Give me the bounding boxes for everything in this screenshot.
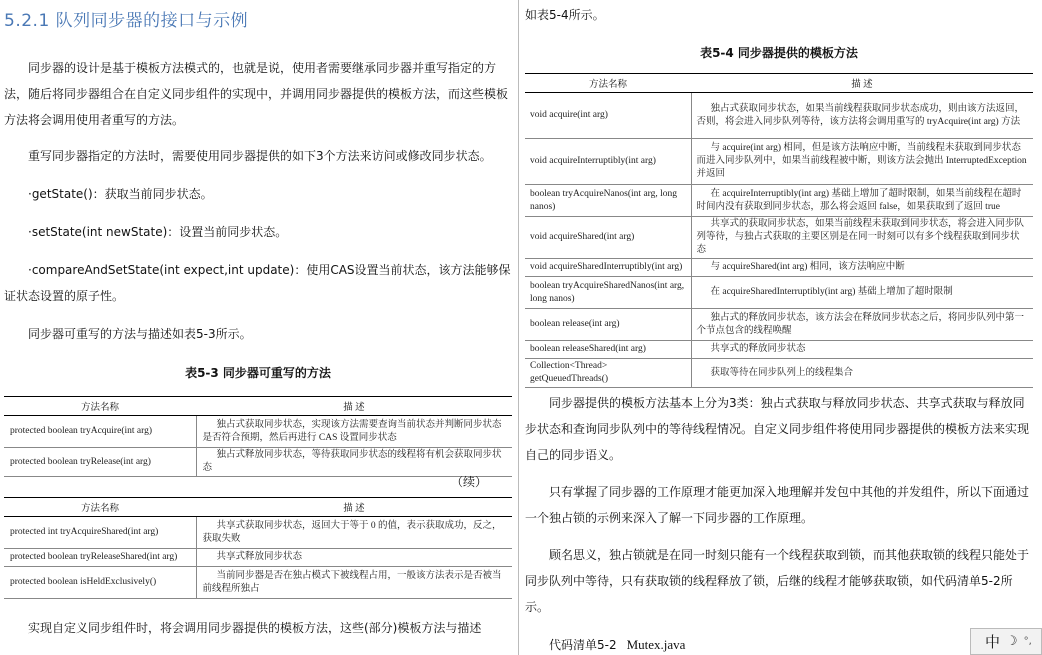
description-cell: 独占式的释放同步状态，该方法会在释放同步状态之后，将同步队列中第一个节点包含的线程唤醒: [691, 309, 1033, 341]
table-row: [4, 416, 512, 448]
method-cell: protected boolean isHeldExclusively(): [4, 567, 196, 599]
column-header-method: 方法名称: [4, 397, 196, 416]
code-listing-filename: Mutex.java: [626, 637, 686, 652]
method-cell: protected boolean tryReleaseShared(int arg): [4, 549, 196, 567]
left-page: [0, 0, 517, 655]
description-cell: 共享式释放同步状态: [196, 549, 512, 567]
method-cell: protected boolean tryAcquire(int arg): [4, 416, 196, 448]
column-header-description: 描 述: [691, 74, 1033, 93]
paragraph-mutex-intro: 顾名思义，独占锁就是在同一时刻只能有一个线程获取到锁，而其他获取锁的线程只能处于同步队列中等待，只有获取锁的线程释放了锁，后继的线程才能够获取锁，如代码清单5-2所示。: [525, 548, 1030, 614]
paragraph-template-methods: 实现自定义同步组件时，将会调用同步器提供的模板方法，这些(部分)模板方法与描述: [28, 621, 482, 635]
method-cell: boolean tryAcquireNanos(int arg, long nanos): [525, 185, 691, 217]
table-row: [525, 217, 1033, 259]
description-cell: 独占式获取同步状态，如果当前线程获取同步状态成功，则由该方法返回，否则，将会进入同步队列等待，该方法将会调用重写的 tryAcquire(int arg) 方法: [691, 93, 1033, 139]
paragraph-working-principle: 只有掌握了同步器的工作原理才能更加深入地理解并发包中其他的并发组件，所以下面通过一个独占锁的示例来深入了解一下同步器的工作原理。: [525, 485, 1030, 525]
punctuation-icon[interactable]: °,: [1023, 636, 1032, 647]
method-cell: boolean releaseShared(int arg): [525, 341, 691, 359]
bullet-getstate: ·getState()：获取当前同步状态。: [28, 187, 213, 201]
description-cell: 当前同步器是否在独占模式下被线程占用，一般该方法表示是否被当前线程所独占: [196, 567, 512, 599]
code-listing-number: 代码清单5-2: [549, 638, 617, 652]
paragraph-methods-intro: 重写同步器指定的方法时，需要使用同步器提供的如下3个方法来访问或修改同步状态。: [28, 149, 492, 163]
description-cell: 在 acquireInterruptibly(int arg) 基础上增加了超时限制，如果当前线程在超时时间内没有获取到同步状态，那么将会返回 false，如果获取到了返回 true: [691, 185, 1033, 217]
column-header-method: 方法名称: [4, 498, 196, 517]
table-row: [525, 277, 1033, 309]
column-header-description: 描 述: [196, 498, 512, 517]
method-cell: void acquireInterruptibly(int arg): [525, 139, 691, 185]
table-5-4: [525, 73, 1033, 388]
section-heading: 5.2.1 队列同步器的接口与示例: [4, 11, 249, 31]
table-row: [4, 448, 512, 477]
continued-label: （续）: [450, 475, 487, 489]
description-cell: 独占式获取同步状态，实现该方法需要查询当前状态并判断同步状态是否符合预期，然后再进行 CAS 设置同步状态: [196, 416, 512, 448]
method-cell: boolean tryAcquireSharedNanos(int arg, long nanos): [525, 277, 691, 309]
description-cell: 共享式获取同步状态，返回大于等于 0 的值，表示获取成功，反之，获取失败: [196, 517, 512, 549]
description-cell: 在 acquireSharedInterruptibly(int arg) 基础上增加了超时限制: [691, 277, 1033, 309]
paragraph-template-categories: 同步器提供的模板方法基本上分为3类：独占式获取与释放同步状态、共享式获取与释放同步状态和查询同步队列中的等待线程情况。自定义同步组件将使用同步器提供的模板方法来实现自己的同步语义。: [525, 396, 1030, 462]
code-listing-caption: [549, 636, 685, 653]
table-row: [525, 341, 1033, 359]
bullet-setstate: ·setState(int newState)：设置当前同步状态。: [28, 225, 288, 239]
method-cell: void acquireShared(int arg): [525, 217, 691, 259]
bullet-compareandsetstate: ·compareAndSetState(int expect,int update)：使用CAS设置当前状态，该方法能够保证状态设置的原子性。: [4, 263, 511, 303]
paragraph-table-ref: 同步器可重写的方法与描述如表5-3所示。: [28, 327, 252, 341]
paragraph-intro: 同步器的设计是基于模板方法模式的，也就是说，使用者需要继承同步器并重写指定的方法，随后将同步器组合在自定义同步组件的实现中，并调用同步器提供的模板方法，而这些模板方法将会调用使用者重写的方法。: [4, 61, 509, 127]
moon-icon[interactable]: ☽: [1006, 634, 1018, 649]
table-row: [525, 359, 1033, 388]
ime-language-toggle[interactable]: 中: [985, 633, 1001, 651]
table-5-4-caption: 表5-4 同步器提供的模板方法: [700, 46, 858, 60]
table-5-3-caption: 表5-3 同步器可重写的方法: [185, 366, 331, 380]
description-cell: 与 acquire(int arg) 相同，但是该方法响应中断，当前线程未获取到同步状态而进入同步队列中，如果当前线程被中断，则该方法会抛出 InterruptedException 并返回: [691, 139, 1033, 185]
method-cell: Collection<Thread> getQueuedThreads(): [525, 359, 691, 388]
ime-toolbar[interactable]: [970, 628, 1042, 655]
description-cell: 独占式释放同步状态，等待获取同步状态的线程将有机会获取同步状态: [196, 448, 512, 477]
column-header-method: 方法名称: [525, 74, 691, 93]
method-cell: protected boolean tryRelease(int arg): [4, 448, 196, 477]
table-row: [4, 567, 512, 599]
table-row: [525, 185, 1033, 217]
paragraph-continuation: 如表5-4所示。: [525, 8, 605, 22]
description-cell: 共享式的释放同步状态: [691, 341, 1033, 359]
table-row: [525, 93, 1033, 139]
method-cell: void acquireSharedInterruptibly(int arg): [525, 259, 691, 277]
table-header-row: [4, 498, 512, 517]
table-row: [525, 309, 1033, 341]
table-5-3: [4, 396, 512, 477]
table-header-row: [4, 397, 512, 416]
description-cell: 获取等待在同步队列上的线程集合: [691, 359, 1033, 388]
table-5-3-continued: [4, 497, 512, 599]
table-row: [525, 139, 1033, 185]
description-cell: 与 acquireShared(int arg) 相同，该方法响应中断: [691, 259, 1033, 277]
page-divider: [518, 0, 519, 655]
description-cell: 共享式的获取同步状态，如果当前线程未获取到同步状态，将会进入同步队列等待，与独占式获取的主要区别是在同一时刻可以有多个线程获取到同步状态: [691, 217, 1033, 259]
table-row: [4, 549, 512, 567]
method-cell: protected int tryAcquireShared(int arg): [4, 517, 196, 549]
table-row: [4, 517, 512, 549]
table-row: [525, 259, 1033, 277]
method-cell: void acquire(int arg): [525, 93, 691, 139]
column-header-description: 描 述: [196, 397, 512, 416]
method-cell: boolean release(int arg): [525, 309, 691, 341]
table-header-row: [525, 74, 1033, 93]
